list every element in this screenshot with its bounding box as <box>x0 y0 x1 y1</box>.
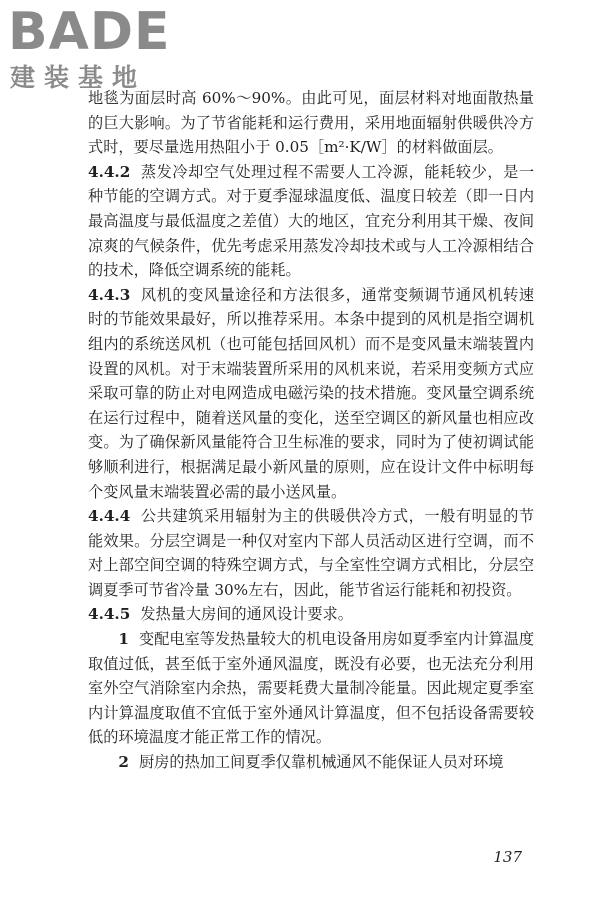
item-number: 2 <box>118 753 129 772</box>
section-4-4-4 <box>88 504 534 602</box>
paragraph-text: 变配电室等发热量较大的机电设备用房如夏季室内计算温度取值过低，甚至低于室外通风温度，既没有必要，也无法充分利用室外空气消除室内余热，需要耗费大量制冷能量。因此规定夏季室内计算温度取值不宜低于室外通风计算温度，但不包括设备需要较低的环境温度才能正常工作的情况。 <box>88 630 534 747</box>
logo-wordmark: BADE <box>8 2 171 62</box>
section-4-4-5 <box>88 602 534 627</box>
paragraph-continued <box>88 86 534 160</box>
section-number: 4.4.2 <box>88 162 131 181</box>
paragraph-text: 发热量大房间的通风设计要求。 <box>140 605 353 624</box>
paragraph-text: 地毯为面层时高 60%～90%。由此可见，面层材料对地面散热量的巨大影响。为了节省能耗和运行费用，采用地面辐射供暖供冷方式时，要尽量选用热阻小于 0.05［m²·K/W］的材料做面层。 <box>88 89 534 157</box>
item-number: 1 <box>118 630 129 649</box>
bade-logo <box>8 2 178 92</box>
paragraph-text: 厨房的热加工间夏季仅靠机械通风不能保证人员对环境 <box>138 753 504 772</box>
page-number: 137 <box>493 848 522 866</box>
section-number: 4.4.5 <box>88 605 131 624</box>
list-item-2 <box>88 750 534 775</box>
list-item-1 <box>88 627 534 750</box>
section-number: 4.4.4 <box>88 507 131 526</box>
paragraph-text: 蒸发冷却空气处理过程不需要人工冷源，能耗较少，是一种节能的空调方式。对于夏季湿球温度低、温度日较差（即一日内最高温度与最低温度之差值）大的地区，宜充分利用其干燥、夜间凉爽的气候条件，优先考虑采用蒸发冷却技术或与人工冷源相结合的技术，降低空调系统的能耗。 <box>88 162 534 280</box>
paragraph-text: 风机的变风量途径和方法很多，通常变频调节通风机转速时的节能效果最好，所以推荐采用。本条中提到的风机是指空调机组内的系统送风机（也可能包括回风机）而不是变风量末端装置内设置的风机。对于末端装置所采用的风机来说，若采用变频方式应采取可靠的防止对电网造成电磁污染的技术措施。变风量空调系统在运行过程中，随着送风量的变化，送至空调区的新风量也相应改变。为了确保新风量能符合卫生标准的要求，同时为了使初调试能够顺利进行，根据满足最小新风量的原则，应在设计文件中标明每个变风量末端装置必需的最小送风量。 <box>88 285 534 501</box>
section-number: 4.4.3 <box>88 285 131 304</box>
logo-chinese-name: 建装基地 <box>10 63 147 92</box>
document-body <box>88 86 534 775</box>
section-4-4-3 <box>88 283 534 504</box>
paragraph-text: 公共建筑采用辐射为主的供暖供冷方式，一般有明显的节能效果。分层空调是一种仅对室内下部人员活动区进行空调，而不对上部空间空调的特殊空调方式，与全室性空调方式相比，分层空调夏季可节省冷量 30%左右，因此，能节省运行能耗和初投资。 <box>88 507 534 599</box>
section-4-4-2 <box>88 160 534 283</box>
